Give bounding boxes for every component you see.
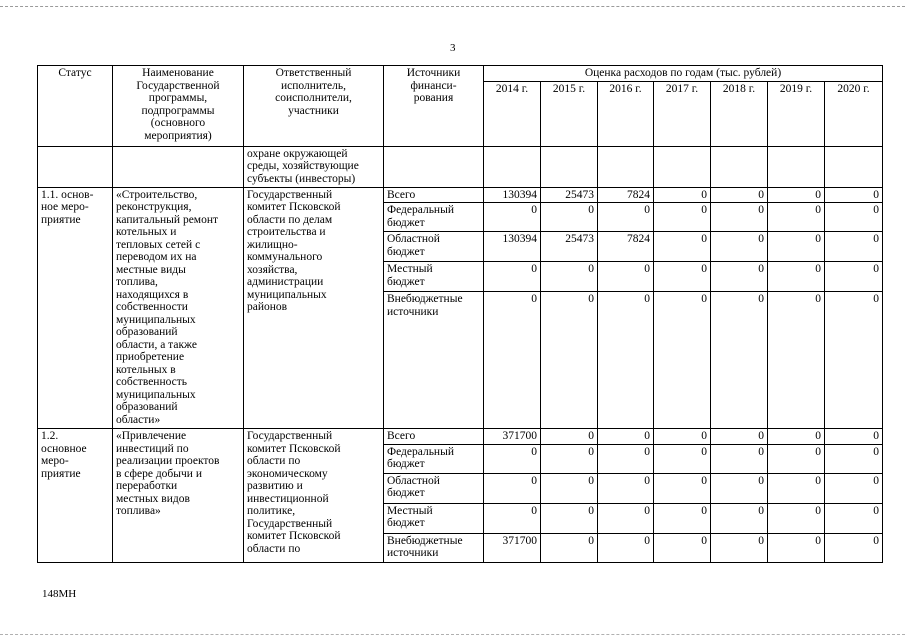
table-row — [38, 429, 883, 445]
text-line: администрации — [247, 276, 324, 288]
funding-source — [384, 473, 484, 503]
text-line: Государственный — [247, 188, 333, 201]
value-cell: 0 — [711, 187, 768, 203]
text-line: хозяйства, — [247, 263, 298, 276]
header-cost-group — [484, 66, 883, 82]
value-cell: 0 — [768, 444, 825, 473]
value-cell: 0 — [598, 444, 654, 473]
header-year: 2018 г. — [711, 81, 768, 146]
text-line: 1.1. основ- — [41, 188, 94, 201]
header-program-name — [113, 66, 244, 147]
value-cell: 0 — [825, 292, 883, 429]
continuation-value — [711, 146, 768, 187]
continuation-status — [38, 146, 113, 187]
text-line: Всего — [387, 188, 416, 201]
text-line: источники — [387, 547, 439, 559]
funding-source — [384, 203, 484, 232]
text-line: соисполнители, — [275, 92, 352, 104]
text-line: реконструкция, — [116, 201, 192, 213]
value-cell: 0 — [541, 444, 598, 473]
text-line: приобретение — [116, 351, 185, 363]
header-year: 2015 г. — [541, 81, 598, 146]
value-cell: 0 — [825, 429, 883, 445]
text-line: области» — [116, 413, 161, 426]
value-cell: 0 — [825, 232, 883, 262]
continuation-name — [113, 146, 244, 187]
value-cell: 0 — [825, 444, 883, 473]
value-cell: 0 — [825, 533, 883, 562]
text-line: муниципальных — [116, 388, 196, 401]
text-line: бюджет — [387, 458, 425, 470]
text-line: бюджет — [387, 275, 425, 288]
value-cell: 371700 — [484, 429, 541, 445]
text-line: бюджет — [387, 216, 425, 229]
text-line: муниципальных — [116, 313, 196, 326]
value-cell: 0 — [768, 503, 825, 533]
value-cell: 0 — [598, 262, 654, 292]
text-line: бюджет — [387, 487, 425, 499]
text-line: источники — [387, 305, 439, 318]
funding-source — [384, 292, 484, 429]
value-cell: 25473 — [541, 187, 598, 203]
value-cell: 0 — [598, 533, 654, 562]
value-cell: 0 — [825, 187, 883, 203]
text-line: Областной — [387, 233, 440, 245]
header-year: 2020 г. — [825, 81, 883, 146]
text-line: мероприятия) — [144, 129, 212, 142]
value-cell: 0 — [711, 429, 768, 445]
continuation-responsible — [244, 146, 384, 187]
value-cell: 0 — [598, 429, 654, 445]
value-cell: 0 — [768, 232, 825, 262]
text-line: собственность — [116, 376, 188, 388]
text-line: приятие — [41, 467, 81, 480]
value-cell: 0 — [825, 203, 883, 232]
header-year: 2014 г. — [484, 81, 541, 146]
text-line: образований — [116, 401, 178, 413]
value-cell: 0 — [654, 262, 711, 292]
value-cell: 0 — [825, 503, 883, 533]
value-cell: 0 — [654, 429, 711, 445]
text-line: основное — [41, 442, 87, 455]
text-line: коммунального — [247, 251, 323, 263]
value-cell: 0 — [654, 292, 711, 429]
value-cell: 0 — [484, 292, 541, 429]
text-line: комитет Псковской — [247, 442, 341, 455]
value-cell: 0 — [768, 292, 825, 429]
text-line: финанси- — [410, 79, 457, 92]
value-cell: 0 — [541, 533, 598, 562]
text-line: охране окружающей — [247, 147, 348, 160]
continuation-value — [768, 146, 825, 187]
text-line: Всего — [387, 430, 416, 442]
text-line: топлива, — [116, 276, 158, 288]
text-line: (основного — [150, 117, 206, 129]
text-line: комитет Псковской — [247, 530, 341, 542]
text-line: бюджет — [387, 517, 425, 529]
text-line: Государственный — [247, 517, 333, 530]
value-cell: 0 — [654, 444, 711, 473]
value-cell: 7824 — [598, 187, 654, 203]
text-line: Ответственный — [275, 67, 352, 79]
text-line: Наименование — [142, 67, 214, 79]
text-line: Внебюджетные — [387, 293, 463, 305]
funding-source — [384, 533, 484, 562]
text-line: Федеральный — [387, 445, 454, 458]
value-cell: 0 — [825, 262, 883, 292]
text-line: Местный — [387, 504, 433, 517]
header-sources — [384, 66, 484, 147]
value-cell: 0 — [768, 203, 825, 232]
value-cell: 130394 — [484, 187, 541, 203]
text-line: местные виды — [116, 263, 186, 276]
text-line: политике, — [247, 505, 296, 517]
value-cell: 0 — [484, 473, 541, 503]
value-cell: 0 — [484, 203, 541, 232]
text-line: переводом их на — [116, 251, 197, 263]
header-year: 2017 г. — [654, 81, 711, 146]
text-line: ное меро- — [41, 201, 89, 213]
text-line: среды, хозяйствующие — [247, 160, 359, 172]
continuation-value — [654, 146, 711, 187]
text-line: приятие — [41, 213, 81, 226]
section-responsible — [244, 429, 384, 563]
funding-source — [384, 444, 484, 473]
header-cost-group-label: Оценка расходов по годам (тыс. рублей) — [584, 67, 782, 79]
text-line: меро- — [41, 455, 69, 467]
text-line: «Привлечение — [116, 430, 187, 442]
value-cell: 0 — [654, 232, 711, 262]
budget-table — [37, 65, 883, 563]
text-line: капитальный ремонт — [116, 213, 219, 226]
value-cell: 0 — [541, 292, 598, 429]
section-name — [113, 187, 244, 429]
text-line: Областной — [387, 474, 440, 487]
value-cell: 0 — [541, 429, 598, 445]
text-line: «Строительство, — [116, 188, 198, 201]
value-cell: 7824 — [598, 232, 654, 262]
text-line: собственности — [116, 301, 188, 313]
value-cell: 0 — [711, 444, 768, 473]
value-cell: 25473 — [541, 232, 598, 262]
text-line: Внебюджетные — [387, 534, 463, 547]
value-cell: 0 — [768, 533, 825, 562]
value-cell: 0 — [598, 503, 654, 533]
text-line: строительства и — [247, 226, 326, 238]
funding-source — [384, 232, 484, 262]
text-line: котельных и — [116, 226, 177, 238]
text-line: Местный — [387, 263, 433, 275]
text-line: муниципальных — [247, 288, 327, 301]
value-cell: 371700 — [484, 533, 541, 562]
value-cell: 0 — [711, 503, 768, 533]
header-row — [38, 66, 883, 82]
value-cell: 0 — [654, 203, 711, 232]
text-line: области по — [247, 542, 301, 555]
table-row — [38, 187, 883, 203]
continuation-value — [484, 146, 541, 187]
text-line: области по — [247, 455, 301, 467]
value-cell: 130394 — [484, 232, 541, 262]
text-line: находящихся в — [116, 288, 189, 301]
value-cell: 0 — [825, 473, 883, 503]
header-responsible — [244, 66, 384, 147]
text-line: местных видов — [116, 492, 190, 505]
text-line: переработки — [116, 480, 178, 492]
text-line: экономическому — [247, 467, 328, 480]
funding-source — [384, 503, 484, 533]
text-line: Источники — [406, 67, 461, 79]
scan-edge-bottom — [0, 634, 905, 635]
table-body — [38, 66, 883, 563]
value-cell: 0 — [711, 262, 768, 292]
text-line: Государственной — [136, 79, 220, 92]
text-line: рования — [413, 92, 454, 104]
value-cell: 0 — [711, 292, 768, 429]
value-cell: 0 — [654, 533, 711, 562]
text-line: Государственный — [247, 430, 333, 442]
text-line: развитию и — [247, 480, 303, 492]
value-cell: 0 — [768, 473, 825, 503]
value-cell: 0 — [711, 473, 768, 503]
scan-edge-top — [0, 6, 905, 7]
text-line: инвестиционной — [247, 492, 329, 505]
text-line: инвестиций по — [116, 442, 189, 455]
text-line: в сфере добычи и — [116, 467, 202, 480]
text-line: комитет Псковской — [247, 201, 341, 213]
value-cell: 0 — [541, 262, 598, 292]
text-line: субъекты (инвесторы) — [247, 172, 356, 185]
text-line: 1.2. — [41, 430, 59, 442]
header-year: 2016 г. — [598, 81, 654, 146]
funding-source — [384, 262, 484, 292]
value-cell: 0 — [598, 473, 654, 503]
text-line: жилищно- — [247, 238, 298, 251]
value-cell: 0 — [598, 292, 654, 429]
text-line: области, а также — [116, 338, 197, 351]
text-line: тепловых сетей с — [116, 238, 201, 251]
continuation-value — [541, 146, 598, 187]
value-cell: 0 — [541, 203, 598, 232]
value-cell: 0 — [654, 187, 711, 203]
text-line: реализации проектов — [116, 455, 220, 467]
header-status-label: Статус — [58, 67, 92, 79]
page-number: 3 — [450, 42, 456, 54]
value-cell: 0 — [598, 203, 654, 232]
value-cell: 0 — [484, 503, 541, 533]
continuation-row — [38, 146, 883, 187]
header-status — [38, 66, 113, 147]
value-cell: 0 — [654, 503, 711, 533]
value-cell: 0 — [768, 262, 825, 292]
footer-code: 148МН — [42, 588, 77, 600]
value-cell: 0 — [768, 429, 825, 445]
text-line: подпрограммы — [141, 104, 215, 117]
value-cell: 0 — [654, 473, 711, 503]
section-responsible — [244, 187, 384, 429]
value-cell: 0 — [541, 503, 598, 533]
value-cell: 0 — [768, 187, 825, 203]
section-status — [38, 187, 113, 429]
continuation-source — [384, 146, 484, 187]
value-cell: 0 — [541, 473, 598, 503]
value-cell: 0 — [484, 444, 541, 473]
value-cell: 0 — [484, 262, 541, 292]
text-line: бюджет — [387, 245, 425, 258]
continuation-value — [598, 146, 654, 187]
section-status — [38, 429, 113, 563]
text-line: образований — [116, 326, 178, 338]
text-line: котельных в — [116, 363, 176, 376]
funding-source — [384, 187, 484, 203]
text-line: Федеральный — [387, 204, 454, 216]
continuation-value — [825, 146, 883, 187]
header-year: 2019 г. — [768, 81, 825, 146]
funding-source — [384, 429, 484, 445]
value-cell: 0 — [711, 203, 768, 232]
text-line: районов — [247, 301, 288, 313]
value-cell: 0 — [711, 533, 768, 562]
text-line: исполнитель, — [280, 79, 347, 92]
value-cell: 0 — [711, 232, 768, 262]
text-line: области по делам — [247, 213, 333, 226]
text-line: участники — [288, 104, 339, 117]
text-line: топлива» — [116, 505, 161, 517]
section-name — [113, 429, 244, 563]
text-line: программы, — [148, 92, 208, 104]
